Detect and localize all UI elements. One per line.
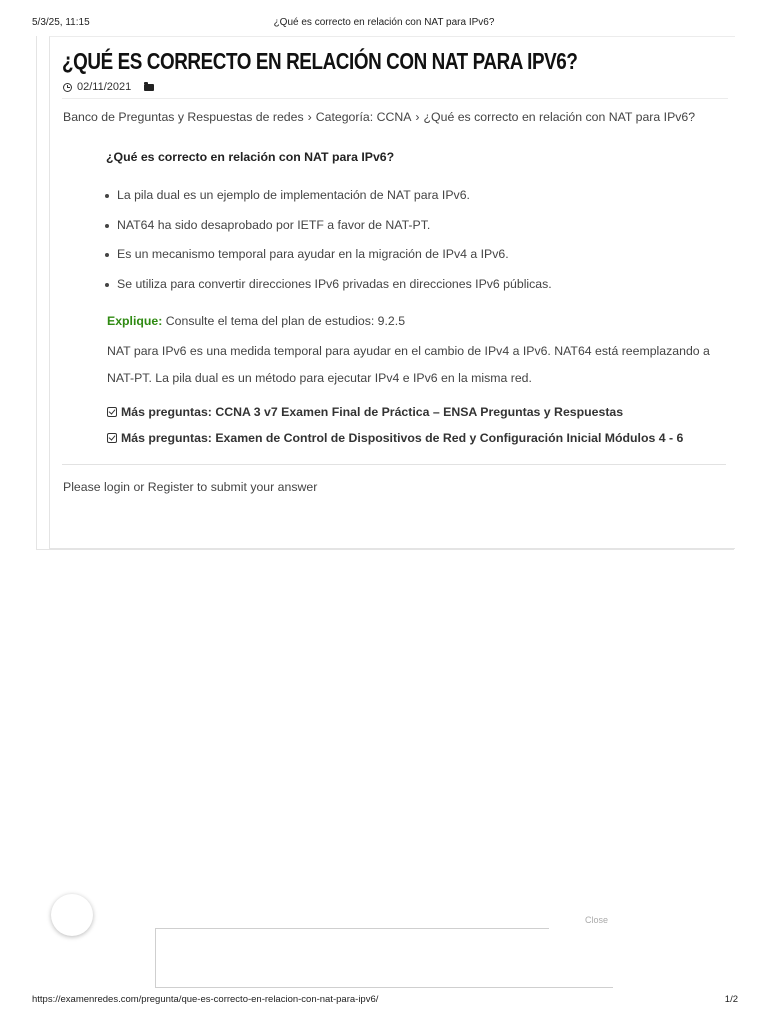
post-date: 02/11/2021 xyxy=(77,81,132,93)
divider xyxy=(62,464,726,465)
divider xyxy=(62,98,728,99)
breadcrumb-item-home[interactable]: Banco de Preguntas y Respuestas de redes xyxy=(63,110,304,124)
explanation-body: NAT para IPv6 es una medida temporal para ayudar en el cambio de IPv4 a IPv6. NAT64 está reemplazando a NAT-PT. La pila dual es un método para ejecutar IPv4 e IPv6 en la misma red. xyxy=(107,344,710,385)
breadcrumb-separator: › xyxy=(415,110,420,124)
ad-close-button[interactable]: Close xyxy=(585,915,609,925)
answer-option: Se utiliza para convertir direcciones IPv6 privadas en direcciones IPv6 públicas. xyxy=(104,275,552,305)
register-link[interactable]: Register xyxy=(147,480,194,494)
ad-banner[interactable] xyxy=(155,928,613,988)
login-link[interactable]: login xyxy=(104,480,131,494)
explanation-label: Explique: xyxy=(107,314,163,328)
login-prompt-text: or xyxy=(133,480,145,494)
breadcrumb-separator: › xyxy=(307,110,312,124)
print-footer-url: https://examenredes.com/pregunta/que-es-correcto-en-relacion-con-nat-para-ipv6/ xyxy=(32,994,379,1005)
page-title: ¿QUÉ ES CORRECTO EN RELACIÓN CON NAT PARA IPV6? xyxy=(62,48,578,74)
explanation-header xyxy=(107,314,405,328)
print-doc-title: ¿Qué es correcto en relación con NAT para IPv6? xyxy=(273,17,495,28)
clock-icon xyxy=(63,83,72,92)
answer-option: NAT64 ha sido desaprobado por IETF a favor de NAT-PT. xyxy=(104,216,552,246)
answer-option: Es un mecanismo temporal para ayudar en la migración de IPv4 a IPv6. xyxy=(104,245,552,275)
floating-action-button[interactable] xyxy=(51,894,93,936)
print-header xyxy=(0,17,768,31)
more-questions-prefix: Más preguntas: xyxy=(121,431,212,445)
explanation-reference: Consulte el tema del plan de estudios: 9.2.5 xyxy=(165,314,406,328)
breadcrumb-item-current: ¿Qué es correcto en relación con NAT para IPv6? xyxy=(423,110,696,124)
more-questions-text: CCNA 3 v7 Examen Final de Práctica – ENSA Preguntas y Respuestas xyxy=(215,405,624,419)
breadcrumb-item-category[interactable]: Categoría: CCNA xyxy=(315,110,412,124)
print-datetime: 5/3/25, 11:15 xyxy=(32,17,90,28)
question-text: ¿Qué es correcto en relación con NAT para IPv6? xyxy=(106,150,395,164)
folder-icon[interactable] xyxy=(144,84,154,91)
print-page-number: 1/2 xyxy=(724,994,738,1005)
login-prompt-text: to submit your answer xyxy=(197,480,318,494)
check-square-icon xyxy=(107,407,117,417)
more-questions-link[interactable] xyxy=(107,405,623,419)
answer-options xyxy=(104,186,552,304)
more-questions-link[interactable] xyxy=(107,431,683,445)
answer-option: La pila dual es un ejemplo de implementación de NAT para IPv6. xyxy=(104,186,552,216)
post-meta xyxy=(63,81,154,93)
login-prompt xyxy=(63,480,317,494)
more-questions-prefix: Más preguntas: xyxy=(121,405,212,419)
more-questions-text: Examen de Control de Dispositivos de Red y Configuración Inicial Módulos 4 - 6 xyxy=(215,431,684,445)
check-square-icon xyxy=(107,433,117,443)
login-prompt-text: Please xyxy=(63,480,101,494)
ad-banner-edge xyxy=(549,928,613,929)
breadcrumb xyxy=(63,110,695,124)
